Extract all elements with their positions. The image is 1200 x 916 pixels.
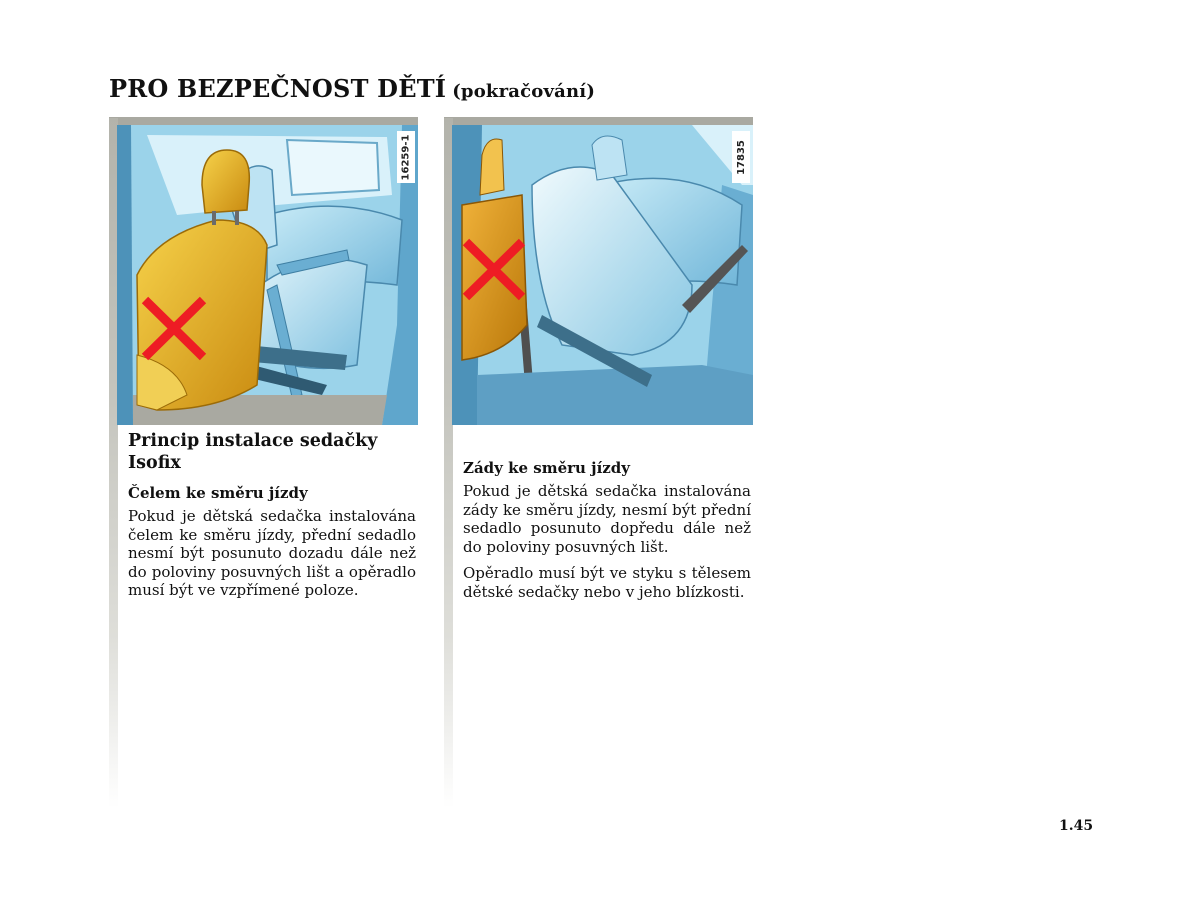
title-subtitle: (pokračování): [452, 81, 596, 102]
rear-facing-paragraph-2: Opěradlo musí být ve styku s tělesem dětské sedačky nebo v jeho blízkosti.: [463, 564, 751, 601]
figure-reference-number: 16259-1: [400, 134, 412, 180]
figure-reference-label: [397, 131, 415, 183]
forward-facing-seat-drawing: [117, 125, 418, 425]
page-title: [109, 74, 595, 103]
forward-facing-heading: Čelem ke směru jízdy: [128, 484, 308, 502]
rear-facing-heading: Zády ke směru jízdy: [463, 459, 630, 477]
figure-reference-label: [732, 131, 750, 183]
figure-reference-number: 17835: [735, 139, 747, 175]
left-text-column: [128, 430, 416, 608]
section-heading: Princip instalace sedačky Isofix: [128, 431, 378, 473]
rear-facing-seat-illustration: [452, 125, 753, 425]
page-number: 1.45: [1059, 818, 1094, 834]
forward-facing-seat-illustration: [117, 125, 418, 425]
title-main: PRO BEZPEČNOST DĚTÍ: [109, 74, 447, 103]
rear-facing-paragraph-1: Pokud je dětská sedačka instalována zády ke směru jízdy, nesmí být přední sedadlo posunuto dopředu dále než do poloviny posuvných lišt.: [463, 482, 751, 556]
rear-facing-seat-drawing: [452, 125, 753, 425]
right-text-column: [463, 459, 751, 609]
forward-facing-paragraph: Pokud je dětská sedačka instalována čelem ke směru jízdy, přední sedadlo nesmí být posunuto dozadu dále než do poloviny posuvných lišt a opěradlo musí být ve vzpřímené poloze.: [128, 507, 416, 599]
